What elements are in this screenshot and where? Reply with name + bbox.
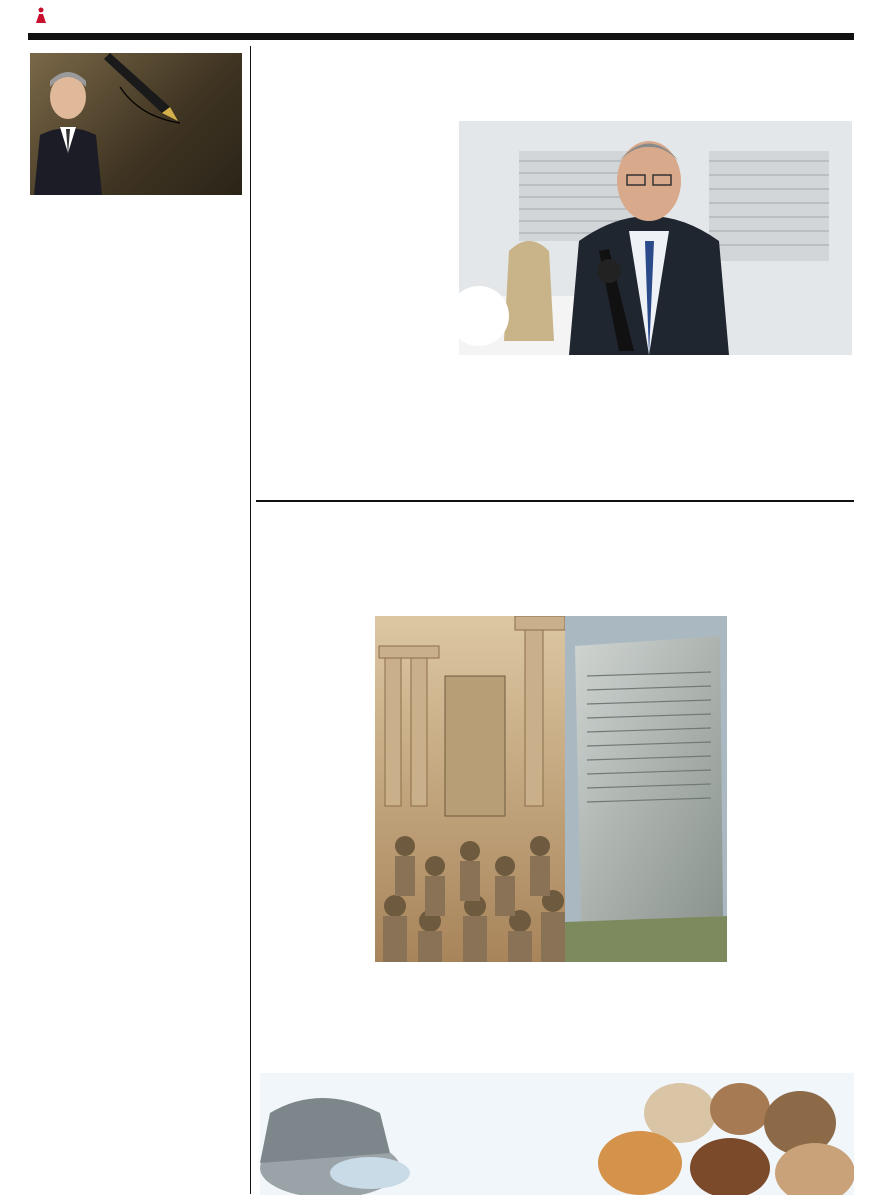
article2-col3 — [732, 614, 854, 974]
water-campaign-banner — [260, 1073, 854, 1195]
header-rule — [28, 33, 854, 40]
column-body — [27, 260, 244, 1185]
logo-figure-icon — [34, 7, 48, 23]
columnist-photo — [30, 63, 106, 195]
article2-photo — [375, 616, 727, 962]
pen-icon — [100, 53, 190, 132]
article1-bottom-rule — [256, 500, 854, 502]
article2-col1 — [260, 613, 371, 988]
author-role — [234, 137, 238, 179]
logo[interactable] — [34, 6, 48, 26]
article2-col2 — [459, 966, 649, 1070]
article1-col1 — [260, 121, 453, 495]
article2-col3b — [655, 978, 854, 1066]
article1-col2 — [459, 359, 652, 495]
masthead — [28, 4, 854, 30]
article1-col3 — [658, 359, 852, 495]
left-divider — [250, 46, 251, 1194]
columnist-box — [30, 53, 242, 195]
article1-photo — [459, 121, 852, 355]
